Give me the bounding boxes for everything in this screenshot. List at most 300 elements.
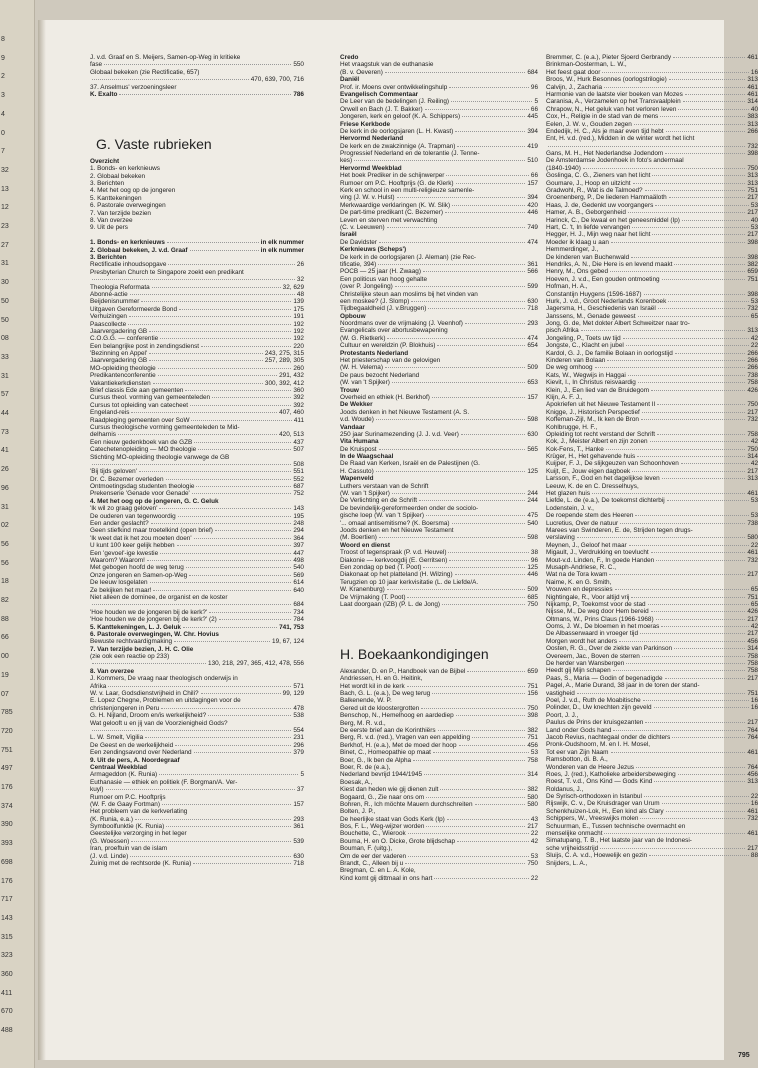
index-entry [340,239,538,246]
dot-leader [130,856,291,857]
entry-title: Roldanus, J., [546,785,584,793]
entry-title: Theologia Reformata [90,283,150,291]
dot-leader [193,863,291,864]
index-entry [90,675,304,682]
entry-title: fase [90,61,103,69]
entry-title: Cursus theol. vorming van gemeenteleden [90,394,211,402]
dot-leader [92,464,291,465]
index-entry [546,756,758,763]
index-entry [546,771,758,778]
entry-title: Prekenserie 'Genade voor Genade' [90,490,190,498]
entry-title: Schuurman, E., Tussen technische overmacht en [546,822,686,830]
entry-pages: 243, 275, 315 [264,350,304,358]
index-entry [546,91,758,98]
index-entry [340,616,538,623]
dot-leader [426,797,525,798]
entry-pages: 461 [747,90,758,98]
entry-title: Apokriefen uit het Nieuwe Testament II [546,401,656,409]
entry-pages: 478 [293,704,304,712]
dot-leader [92,79,249,80]
entry-pages: 22 [750,342,758,350]
index-entry [340,305,538,312]
entry-title: Iran, proeftuin van de islam [90,845,168,853]
entry-pages: 99, 129 [282,690,304,698]
index-entry [546,209,758,216]
index-entry [546,557,758,564]
entry-title: Nederland bevrijd 1944/1945 [340,771,423,779]
entry-title: De Syrisch-orthodoxen in Istanbul [546,793,642,801]
dot-leader [613,670,746,671]
entry-pages: 217 [747,467,758,475]
entry-pages: 125 [527,467,538,475]
entry-title: Diakonie — kerkvoogdij (E. Gerritsen) [340,556,448,564]
entry-pages: 191 [293,313,304,321]
entry-title: (1840-1940) [546,164,581,172]
dot-leader [392,382,525,383]
entry-title: Knigge, J., Historisch Perspectief [546,408,640,416]
entry-pages: 461 [747,748,758,756]
index-entry [90,417,304,424]
index-entry [340,424,538,431]
entry-pages: 382 [747,260,758,268]
strip-number: 33 [1,353,9,361]
entry-pages: 398 [527,712,538,720]
index-entry [340,697,538,704]
index-entry [90,801,304,808]
entry-title: vastigheid [546,689,575,697]
entry-pages: 260 [293,364,304,372]
strip-number: 176 [1,784,13,791]
entry-title: Janssens, M., Genade geweest [546,312,636,320]
entry-title: Goslinga, C. G., Zieners van het licht [546,172,651,180]
entry-pages: 764 [747,733,758,741]
entry-title: Vrouwen en depressies [546,586,613,594]
index-entry [340,254,538,261]
dot-leader [666,131,746,132]
entry-title: Kuijt, E., Jouw eigen dagboek [546,467,631,475]
entry-title: Centraal Weekblad [90,763,148,771]
dot-leader [190,250,259,251]
entry-title: v.d. Woude) [340,416,374,424]
index-entry [546,239,758,246]
dot-leader [457,146,525,147]
entry-pages: 598 [527,534,538,542]
entry-title: De leeuw losgelaten [90,579,148,587]
dot-leader [656,619,746,620]
index-entry [546,69,758,76]
dot-leader [606,449,746,450]
index-entry [340,808,538,815]
dot-leader [408,856,529,857]
dot-leader [682,220,749,221]
entry-pages: 300, 392, 412 [264,379,304,387]
entry-pages: 313 [747,120,758,128]
dot-leader [623,338,749,339]
dot-leader [215,530,291,531]
dot-leader [423,271,525,272]
dot-leader [577,537,746,538]
index-entry [90,564,304,571]
index-entry [90,860,304,867]
entry-title: Migault, J., Verdrukking en toevlucht [546,549,649,557]
entry-title: Bewuste rechtvaardigmaking [90,638,173,646]
dot-leader [149,353,263,354]
index-entry [546,667,758,674]
entry-title: Kind komt gij dittmaal in ons hart [340,874,433,882]
entry-title: Hart, C. 't, In liefde vervangen [546,223,631,231]
index-entry [546,571,758,578]
index-entry [340,231,538,238]
dot-leader [636,767,745,768]
index-entry [90,454,304,461]
index-entry [546,764,758,771]
index-entry [340,91,538,98]
index-entry [90,838,304,845]
entry-title: Raadpleging gemeenten over SoW [90,416,190,424]
index-entry [546,180,758,187]
index-entry [546,283,758,290]
entry-pages: 398 [747,150,758,158]
strip-number: 31 [1,260,9,268]
entry-title: (over P. Jongeling) [340,283,393,291]
entry-pages: 257, 289, 305 [264,357,304,365]
entry-title: Catechetenopleiding — MO theologie [90,446,197,454]
index-entry [546,202,758,209]
dot-leader [592,493,745,494]
column-1 [90,54,304,867]
dot-leader [423,567,525,568]
entry-pages: 598 [527,416,538,424]
index-entry [340,438,538,445]
index-entry [90,202,304,209]
entry-pages: 394 [527,194,538,202]
entry-pages: 750 [747,164,758,172]
entry-pages: 217 [747,674,758,682]
entry-title: 9. Uit de pers, A. Noordegraaf [90,756,180,764]
entry-pages: 653 [527,379,538,387]
index-entry [90,210,304,217]
dot-leader [387,227,526,228]
dot-leader [465,323,525,324]
index-entry [90,513,304,520]
entry-pages: 764 [747,726,758,734]
dot-leader [212,397,291,398]
entry-pages: 565 [527,445,538,453]
entry-title: Vita Humana [340,438,379,446]
index-entry [546,268,758,275]
index-entry [340,387,538,394]
index-entry [340,335,538,342]
entry-title: Jaarvergadering GB [90,327,148,335]
index-entry [546,254,758,261]
index-entry [546,298,758,305]
index-entry [90,180,304,187]
index-entry [340,705,538,712]
index-entry [90,173,304,180]
entry-pages: 752 [293,490,304,498]
index-entry [90,121,304,128]
index-entry [546,837,758,844]
index-entry [546,224,758,231]
entry-pages: 630 [527,430,538,438]
entry-pages: 407, 460 [279,409,304,417]
entry-title: Ent, H. v.d. (red.), Midden in de winter wordt het licht [546,135,695,143]
index-entry [90,490,304,497]
entry-pages: 446 [527,571,538,579]
entry-pages: 294 [293,527,304,535]
entry-title: (J. v.d. Linde) [90,852,129,860]
index-entry [90,786,304,793]
dot-leader [392,493,525,494]
entry-pages: 426 [747,608,758,616]
dot-leader [629,545,749,546]
index-entry [340,69,538,76]
dot-leader [379,449,526,450]
entry-title: Geestelijke verzorging in het leger [90,830,187,838]
entry-title: Cox, H., Religie in de stad van de mens [546,113,659,121]
index-entry [546,778,758,785]
entry-pages: 732 [747,142,758,150]
index-entry [546,505,758,512]
entry-title: 7. Van terzijde bezien, J. H. C. Olie [90,645,194,653]
index-entry [90,557,304,564]
dot-leader [379,242,525,243]
entry-title: Kohlbrugge, H. F., [546,423,598,431]
entry-title: 4. Met het oog op de jongeren, G. C. Geluk [90,497,219,505]
index-entry [90,402,304,409]
entry-title: De eerste brief aan de Korinthiërs [340,726,436,734]
entry-title: Protestants Nederland [340,349,409,357]
index-entry [90,734,304,741]
entry-pages: 447 [293,549,304,557]
index-entry [546,446,758,453]
entry-title: Jongeling, P., Toets uw tijd [546,334,621,342]
entry-pages: 732 [747,815,758,823]
index-entry [546,401,758,408]
entry-pages: 684 [293,601,304,609]
dot-leader [667,500,749,501]
index-entry [546,157,758,164]
dot-leader [449,560,529,561]
index-entry [340,683,538,690]
entry-pages: 217 [527,823,538,831]
entry-pages: 314 [747,98,758,106]
index-entry [340,505,538,512]
entry-title: Gered uit de kloostergrotten [340,704,420,712]
entry-pages: 475 [527,512,538,520]
dot-leader [407,597,525,598]
index-entry [90,646,304,653]
index-entry [546,579,758,586]
dot-leader [442,604,525,605]
index-entry [340,364,538,371]
entry-pages: 195 [293,512,304,520]
entry-title: Kinderen van Bolaan [546,357,606,365]
dot-leader [209,612,291,613]
dot-leader [190,405,291,406]
entry-title: Het probleem van de kerkverlating [90,808,188,816]
dot-leader [432,693,525,694]
index-entry [340,327,538,334]
index-entry [340,497,538,504]
entry-title: Ooms, J. W., De bloemen in het moeras [546,623,660,631]
index-entry [90,91,304,98]
dot-leader [168,264,295,265]
dot-leader [577,693,746,694]
strip-number: 717 [1,896,13,904]
entry-title: Leven en sterven met verwachting [340,216,438,224]
entry-title: Boesak, A., [340,778,373,786]
dot-leader [660,116,745,117]
entry-pages: 139 [293,298,304,306]
strip-number: 08 [1,335,9,343]
entry-pages: 758 [527,756,538,764]
index-entry [340,379,538,386]
dot-leader [407,686,526,687]
index-entry [340,342,538,349]
dot-leader [666,811,746,812]
index-entry [546,342,758,349]
index-entry [546,335,758,342]
strip-number: 18 [1,578,9,586]
index-entry [340,113,538,120]
entry-pages: 732 [747,416,758,424]
dot-leader [459,745,526,746]
entry-title: Cultuur en wereldzin (P. Blokhuis) [340,342,436,350]
entry-title: Alexander, D. en P., Handboek van de Bijbel [340,667,466,675]
dot-leader [642,412,746,413]
entry-title: Wat na de Tora kwam [546,571,608,579]
entry-title: 6. Pastorale overwegingen [90,202,166,210]
entry-pages: 599 [527,283,538,291]
index-entry [340,867,538,874]
index-entry [340,571,538,578]
index-entry [340,786,538,793]
index-entry [90,535,304,542]
dot-leader [149,331,291,332]
dot-leader [652,234,745,235]
entry-title: 2. Globaal bekeken, J. v.d. Graaf [90,246,188,254]
index-entry [90,638,304,645]
strip-number: 8 [1,36,5,43]
dot-leader [405,863,525,864]
entry-title: Caranisa, A., Verzamelen op het Transvaalplein [546,98,681,106]
dot-leader [150,582,292,583]
entry-pages: 313 [747,327,758,335]
index-entry [546,106,758,113]
index-entry [340,830,538,837]
entry-pages: 630 [527,297,538,305]
entry-title: Harmonie van de laatste vier boeken van Mozes [546,90,683,98]
entry-pages: 420 [527,201,538,209]
index-entry [546,586,758,593]
dot-leader [424,774,525,775]
dot-leader [448,552,528,553]
entry-title: Wat gelooft u en jij van de Voorzienigheid Gods? [90,719,228,727]
index-entry [90,343,304,350]
dot-leader [119,94,291,95]
index-entry [340,416,538,423]
entry-title: Globaal bekeken (zie Rectificatie, 657) [90,68,200,76]
entry-pages: 42 [750,334,758,342]
entry-title: Groenenberg, P., De liederen Hammaäloth [546,194,667,202]
index-entry [546,165,758,172]
index-entry [90,461,304,468]
dot-leader [662,279,746,280]
index-entry [90,187,304,194]
entry-pages: 580 [527,800,538,808]
entry-pages: 53 [750,201,758,209]
dot-leader [191,420,291,421]
entry-title: De part-time predikant (C. Bezemer) [340,209,443,217]
entry-pages: 426 [747,386,758,394]
entry-title: (M. Boertien) [340,534,377,542]
index-entry [546,364,758,371]
index-entry [546,527,758,534]
entry-title: Nightingale, R., Voor altijd vrij [546,593,630,601]
dot-leader [655,205,749,206]
index-entry [546,246,758,253]
index-entry [340,749,538,756]
index-entry [90,705,304,712]
dot-leader [106,789,295,790]
index-entry [340,564,538,571]
index-entry [546,860,758,867]
entry-title: 'Bezinning en Appel' [90,350,148,358]
dot-leader [438,730,526,731]
entry-title: Jagersma, H., Geschiedenis van Israël [546,305,656,313]
index-entry [546,320,758,327]
index-entry [90,232,304,239]
dot-leader [678,109,749,110]
entry-pages: 5 [300,771,304,779]
entry-pages: 291, 432 [279,372,304,380]
dot-leader [604,833,745,834]
index-entry [546,387,758,394]
index-entry [90,742,304,749]
entry-title: Andriessen, H. en G. Heitink, [340,675,423,683]
index-entry [90,409,304,416]
entry-pages: 758 [747,652,758,660]
entry-pages: 32, 629 [282,283,304,291]
entry-title: G. H. Nijland, Droom en/is werkelijkheid? [90,712,207,720]
entry-pages: 296 [293,741,304,749]
entry-pages: 461 [747,54,758,61]
index-entry [90,306,304,313]
dot-leader [194,538,292,539]
dot-leader [128,324,291,325]
entry-pages: 32 [296,276,304,284]
entry-title: De kerk in de oorlogsjaren (J. Aleman) (zie Rec- [340,253,477,261]
entry-pages: 22 [750,541,758,549]
entry-pages: 157 [293,800,304,808]
entry-title: Benschop, N., Hemelhoog en aardediep [340,712,454,720]
entry-title: Waarom? Waarom! [90,557,145,564]
entry-pages: 156 [527,690,538,698]
dot-leader [167,242,259,243]
dot-leader [611,242,745,243]
index-entry [340,106,538,113]
dot-leader [452,205,525,206]
entry-pages: 580 [747,534,758,542]
dot-leader [641,419,745,420]
dot-leader [425,109,529,110]
dot-leader [652,175,745,176]
entry-title: Leeuw, K. de en C. Dresselhuys, [546,482,639,490]
dot-leader [186,567,292,568]
index-entry [90,84,304,91]
entry-pages: 398 [747,290,758,298]
